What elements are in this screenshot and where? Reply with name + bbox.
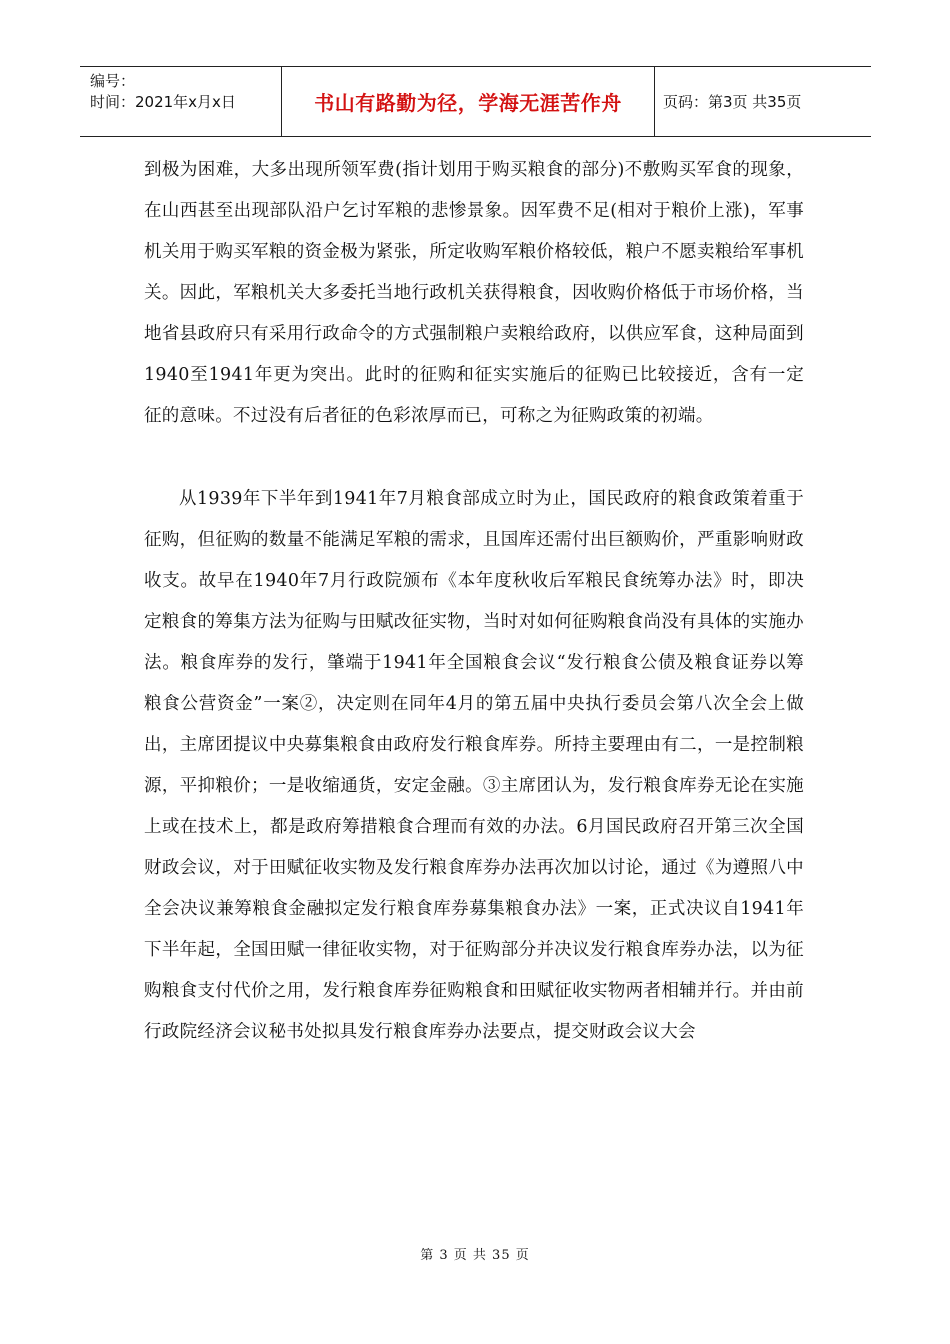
header-motto: 书山有路勤为径，学海无涯苦作舟 [314,91,622,115]
header-motto-cell [282,67,655,136]
document-time-label: 时间：2021年x月x日 [90,93,236,111]
document-header [80,66,871,137]
document-number-label: 编号： [90,72,136,90]
header-meta-cell [80,67,282,136]
body-paragraph: 从1939年下半年到1941年7月粮食部成立时为止，国民政府的粮食政策着重于征购，但征购的数量不能满足军粮的需求，且国库还需付出巨额购价，严重影响财政收支。故早在1940年7月行政院颁布《本年度秋收后军粮民食统筹办法》时，即决定粮食的筹集方法为征购与田赋改征实物，当时对如何征购粮食尚没有具体的实施办法。粮食库券的发行，肇端于1941年全国粮食会议“发行粮食公债及粮食证券以筹粮食公营资金”一案②，决定则在同年4月的第五届中央执行委员会第八次全会上做出，主席团提议中央募集粮食由政府发行粮食库券。所持主要理由有二，一是控制粮源，平抑粮价；一是收缩通货，安定金融。③主席团认为，发行粮食库券无论在实施上或在技术上，都是政府筹措粮食合理而有效的办法。6月国民政府召开第三次全国财政会议，对于田赋征收实物及发行粮食库券办法再次加以讨论，通过《为遵照八中全会决议兼筹粮食金融拟定发行粮食库券募集粮食办法》一案，正式决议自1941年下半年起，全国田赋一律征收实物，对于征购部分并决议发行粮食库券办法，以为征购粮食支付代价之用，发行粮食库券征购粮食和田赋征收实物两者相辅并行。并由前行政院经济会议秘书处拟具发行粮食库券办法要点，提交财政会议大会 [144,489,804,1042]
page-footer: 第 3 页 共 35 页 [420,1248,530,1263]
header-page-info: 页码：第3页 共35页 [663,93,802,111]
body-paragraph: 到极为困难，大多出现所领军费(指计划用于购买粮食的部分)不敷购买军食的现象，在山西甚至出现部队沿户乞讨军粮的悲惨景象。因军费不足(相对于粮价上涨)，军事机关用于购买军粮的资金极为紧张，所定收购军粮价格较低，粮户不愿卖粮给军事机关。因此，军粮机关大多委托当地行政机关获得粮食，因收购价格低于市场价格，当地省县政府只有采用行政命令的方式强制粮户卖粮给政府，以供应军食，这种局面到1940至1941年更为突出。此时的征购和征实实施后的征购已比较接近，含有一定征的意味。不过没有后者征的色彩浓厚而已，可称之为征购政策的初端。 [144,160,804,426]
document-body [144,150,804,1053]
header-page-cell [655,67,871,136]
